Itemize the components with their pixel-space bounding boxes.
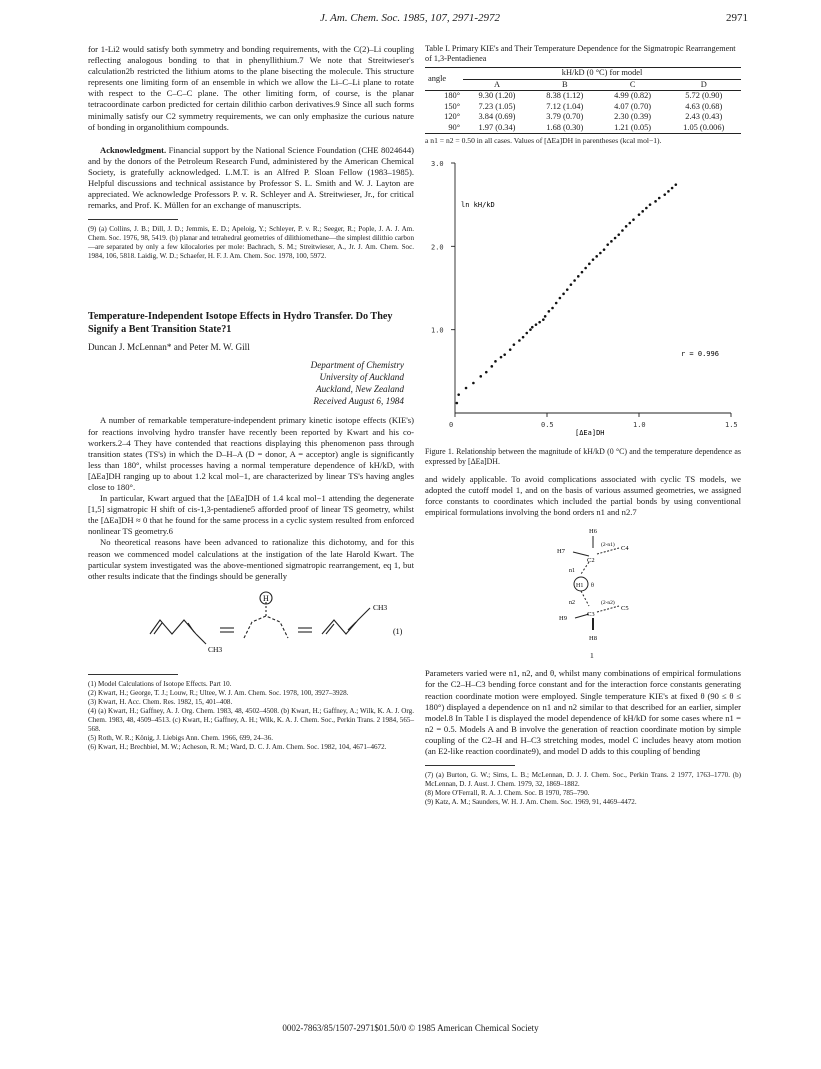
label-h8: H8 bbox=[589, 635, 597, 643]
data-point bbox=[472, 382, 475, 385]
data-point bbox=[562, 293, 565, 296]
label-c2: C2 bbox=[587, 557, 595, 565]
data-point bbox=[577, 275, 580, 278]
article-title: Temperature-Independent Isotope Effects in Hydro Transfer. Do They Signify a Bent Transition State?1 bbox=[88, 311, 393, 335]
correlation-annotation: r = 0.996 bbox=[681, 350, 719, 358]
reaction-scheme bbox=[88, 586, 414, 664]
table-header-model: C bbox=[629, 79, 636, 89]
data-point bbox=[494, 360, 497, 363]
structure-number: 1 bbox=[590, 651, 594, 661]
table-cell: 7.12 (1.04) bbox=[546, 101, 584, 111]
label-bond-top: (2-n1) bbox=[601, 542, 615, 549]
table-cell: 7.23 (1.05) bbox=[478, 101, 516, 111]
right-column bbox=[425, 44, 741, 807]
footnote: (1) Model Calculations of Isotope Effects. Part 10. bbox=[88, 679, 232, 688]
affiliation-line: Auckland, New Zealand bbox=[315, 384, 404, 395]
footnote-rule bbox=[88, 674, 178, 675]
table-cell: 4.07 (0.70) bbox=[614, 101, 652, 111]
data-point bbox=[548, 310, 551, 313]
data-point bbox=[479, 375, 482, 378]
label-h1: H1 bbox=[576, 583, 584, 590]
data-point bbox=[570, 283, 573, 286]
table-cell: 1.97 (0.34) bbox=[478, 122, 516, 132]
label-c4: C4 bbox=[621, 545, 629, 553]
data-point bbox=[588, 263, 591, 266]
data-point bbox=[671, 187, 674, 190]
affiliation-line: Department of Chemistry bbox=[310, 360, 404, 371]
footnote: (3) Kwart, H. Acc. Chem. Res. 1982, 15, 401–408. bbox=[88, 697, 233, 706]
data-point bbox=[675, 183, 678, 186]
body-paragraph: No theoretical reasons have been advanced to rationalize this dichotomy, and for this reason we commenced model calculations at the instigation of the late Harold Kwart. The particular system investigated was the above-mentioned sigmatropic rearrangement, eq 1, but other results indicate that the findings should be generally bbox=[88, 537, 414, 581]
table-row bbox=[425, 112, 741, 123]
body-paragraph: A number of remarkable temperature-independent primary kinetic isotope effects (KIE's) for reactions involving hydro transfer have recently been reported by Kwart and his co-workers.2–4 They have contended that reactions displaying this phenomenon pass through transition states (TS's) in which the D–H–A (D = donor, A = acceptor) angle is significantly less than 180°, whilst processes having a normal temperature dependence of kH/kD, with [ΔEa]DH ranging up to about 1.2 kcal mol−1, are characterized by linear TS's having angles close to 180°. bbox=[88, 415, 414, 492]
data-point bbox=[638, 213, 641, 216]
data-point bbox=[529, 328, 532, 331]
affiliation bbox=[88, 359, 404, 407]
data-point bbox=[538, 321, 541, 324]
data-point bbox=[555, 302, 558, 305]
footnote: (2) Kwart, H.; George, T. J.; Louw, R.; Ultee, W. J. Am. Chem. Soc. 1978, 100, 3927–3928. bbox=[88, 688, 349, 697]
body-paragraph: and widely applicable. To avoid complications associated with cyclic TS models, we adopted the cutoff model 1, and on the basis of various assumed geometries, we assigned force constants to coordinates which included the partial bonds by using conventional empirical formulations involving the bond orders n1 and n2.7 bbox=[425, 474, 741, 518]
table-header-model: A bbox=[493, 79, 501, 89]
affiliation-line: University of Auckland bbox=[319, 372, 404, 383]
data-point bbox=[603, 248, 606, 251]
data-point bbox=[614, 237, 617, 240]
data-point bbox=[592, 258, 595, 261]
structure-1 bbox=[425, 522, 741, 662]
data-point bbox=[491, 365, 494, 368]
table-cell: 5.72 (0.90) bbox=[685, 91, 723, 100]
table-cell: 3.79 (0.70) bbox=[546, 112, 584, 121]
data-point bbox=[606, 243, 609, 246]
data-point bbox=[654, 200, 657, 203]
journal-citation: J. Am. Chem. Soc. 1985, 107, 2971-2972 bbox=[319, 12, 501, 24]
x-tick-label: 1.0 bbox=[633, 421, 646, 429]
data-point bbox=[500, 356, 503, 359]
body-paragraph: In particular, Kwart argued that the [ΔEa]DH of 1.4 kcal mol−1 attending the degenerate [1,5] sigmatropic H shift of cis-1,3-pentadiene5 afforded proof of linear TS geometry, whilst the [ΔEa]DH ≈ 0 that he found for the same process in a cyclic system resulted from enforced nonlinear TS geometry.6 bbox=[88, 493, 414, 537]
data-point bbox=[610, 240, 613, 243]
acknowledgment-text: Financial support by the National Science Foundation (CHE 8024644) and by the donors of the Petroleum Research Fund, administered by the American Chemical Society, is gratefully acknowledged. L.M.T. is an Alfred P. Sloan Fellow (1983–1985). Helpful discussions and technical assistance by Professor S. L. Smith and W. J. Layton are appreciated. We acknowledge Professors P. v. R. Schleyer and A. Streitwieser, Jr., for critical remarks, and Prof. K. Müllen for an exchange of manuscripts. bbox=[88, 144, 414, 211]
data-point bbox=[542, 318, 545, 321]
table-cell-angle: 90° bbox=[448, 122, 461, 132]
table-row bbox=[425, 91, 741, 102]
table-cell: 2.43 (0.43) bbox=[685, 112, 723, 121]
x-axis-label: [ΔEa]DH bbox=[575, 429, 605, 437]
footnote: (4) (a) Kwart, H.; Gaffney, A. J. Org. Chem. 1983, 48, 4502–4508. (b) Kwart, H.; Gaffney, A.; Wilk, K. A. J. Org. Chem. 1983, 48, 4509–4513. (c) Kwart, H.; Gaffney, A. H.; Wilk, K. A. J. Chem. Soc., Perkin Trans. 2 1984, 565–568. bbox=[88, 706, 414, 733]
figure-caption: Figure 1. Relationship between the magnitude of kH/kD (0 °C) and the temperature dependence as expressed by [ΔEa]DH. bbox=[425, 447, 741, 466]
y-axis-label: ln kH/kD bbox=[461, 201, 495, 209]
data-point bbox=[513, 343, 516, 346]
acknowledgment-heading: Acknowledgment. bbox=[100, 144, 167, 155]
table-cell: 1.05 (0.006) bbox=[683, 122, 725, 132]
data-point bbox=[625, 225, 628, 228]
data-point bbox=[518, 339, 521, 342]
scheme-ch3-left: CH3 bbox=[208, 644, 223, 654]
data-point bbox=[599, 252, 602, 255]
data-point bbox=[617, 233, 620, 236]
table-footnote: a n1 = n2 = 0.50 in all cases. Values of [ΔEa]DH in parentheses (kcal mol−1). bbox=[425, 136, 662, 145]
acknowledgment bbox=[88, 145, 414, 212]
y-tick-label: 1.0 bbox=[431, 326, 444, 335]
table-group-header: kH/kD (0 °C) for model bbox=[463, 68, 741, 80]
label-bond-bottom: (2-n2) bbox=[601, 600, 615, 607]
data-point bbox=[531, 326, 534, 329]
table-row bbox=[425, 102, 741, 113]
table-cell: 2.30 (0.39) bbox=[614, 112, 652, 121]
data-point bbox=[544, 315, 547, 318]
data-point bbox=[525, 332, 528, 335]
label-h6: H6 bbox=[589, 528, 597, 536]
scheme-ch3-right: CH3 bbox=[373, 602, 388, 612]
received-date: Received August 6, 1984 bbox=[313, 396, 404, 407]
data-point bbox=[465, 387, 468, 390]
equation-number: (1) bbox=[393, 626, 403, 636]
x-tick-label: 0 bbox=[449, 421, 454, 429]
data-point bbox=[632, 218, 635, 221]
data-point bbox=[509, 348, 512, 351]
authors: Duncan J. McLennan* and Peter M. W. Gill bbox=[88, 342, 250, 353]
scheme-h-label: H bbox=[263, 593, 269, 603]
table-header-model: B bbox=[562, 79, 568, 89]
data-point bbox=[581, 271, 584, 274]
data-point bbox=[584, 267, 587, 270]
data-point bbox=[573, 279, 576, 282]
structure-1-drawing bbox=[425, 522, 741, 662]
data-point bbox=[457, 393, 460, 396]
y-tick-label: 2.0 bbox=[431, 243, 444, 252]
footnote: (5) Roth, W. R.; König, J. Liebigs Ann. Chem. 1966, 699, 24–36. bbox=[88, 733, 274, 742]
page-footer: 0002-7863/85/1507-2971$01.50/0 © 1985 American Chemical Society bbox=[282, 1023, 539, 1033]
footnote: (9) Katz, A. M.; Saunders, W. H. J. Am. Chem. Soc. 1969, 91, 4469–4472. bbox=[425, 798, 637, 807]
footnote: (6) Kwart, H.; Brechbiel, M. W.; Acheson, R. M.; Ward, D. C. J. Am. Chem. Soc. 1982, 104, 4671–4672. bbox=[88, 742, 387, 751]
data-point bbox=[621, 229, 624, 232]
label-c3: C3 bbox=[587, 611, 595, 619]
table-cell-angle: 150° bbox=[444, 101, 461, 111]
label-n2: n2 bbox=[569, 600, 575, 607]
data-point bbox=[658, 197, 661, 200]
label-h9: H9 bbox=[559, 615, 567, 623]
table-header-model: D bbox=[700, 79, 707, 89]
data-point bbox=[667, 190, 670, 193]
data-point bbox=[663, 193, 666, 196]
footnotes-right bbox=[425, 771, 741, 807]
table-cell: 1.68 (0.30) bbox=[546, 122, 584, 132]
y-tick-label: 3.0 bbox=[431, 160, 444, 168]
left-column bbox=[88, 44, 414, 752]
data-point bbox=[566, 288, 569, 291]
page-header bbox=[72, 12, 748, 28]
table-cell: 8.38 (1.12) bbox=[546, 91, 584, 100]
x-tick-label: 1.5 bbox=[725, 421, 738, 429]
table-cell: 1.21 (0.05) bbox=[614, 122, 652, 132]
data-point bbox=[456, 402, 459, 405]
data-point bbox=[559, 297, 562, 300]
left-diene-bonds bbox=[150, 620, 196, 634]
table-row bbox=[425, 123, 741, 134]
label-theta: θ bbox=[591, 583, 594, 590]
scatter-plot bbox=[425, 151, 741, 441]
data-point bbox=[522, 336, 525, 339]
data-point bbox=[649, 203, 652, 206]
data-point bbox=[595, 255, 598, 258]
data-point bbox=[629, 222, 632, 225]
footnote-rule bbox=[425, 765, 515, 766]
table-cell: 3.84 (0.69) bbox=[478, 112, 516, 121]
table-cell-angle: 180° bbox=[444, 91, 461, 100]
table-cell: 4.63 (0.68) bbox=[685, 101, 723, 111]
figure-1-chart bbox=[425, 151, 741, 441]
page-number: 2971 bbox=[726, 12, 748, 24]
label-c5: C5 bbox=[621, 605, 629, 613]
kie-table bbox=[425, 67, 741, 134]
label-n1: n1 bbox=[569, 568, 575, 575]
footnote: (8) More O'Ferrall, R. A. J. Chem. Soc. B 1970, 785–790. bbox=[425, 789, 590, 798]
table-caption: Table I. Primary KIE's and Their Temperature Dependence for the Sigmatropic Rearrangement of 1,3-Pentadienea bbox=[425, 44, 736, 63]
intro-paragraph: for 1-Li2 would satisfy both symmetry and bonding requirements, with the C(2)–Li coupling reflecting analogous bonding to that in phenyllithium.7 We note that Streitwieser's calculation2b restricted the lithium atoms to the plane bisecting the molecule. This structure represents one limiting form of an ensemble in which we allow the Li–C–Li plane to rotate with respect to the C–C–C plane. The other limiting form, of course, is the planar tetracoordinate carbon predicted for certain dilithio carbon derivatives.9 Since all such forms minimally satisfy our C2 symmetry requirements, we can only emphasize the curious nature of bonding in organolithium compounds. bbox=[88, 44, 414, 132]
data-point bbox=[641, 210, 644, 213]
table-cell: 9.30 (1.20) bbox=[478, 91, 516, 100]
table-cell-angle: 120° bbox=[444, 112, 461, 121]
footnote-rule bbox=[88, 219, 178, 220]
x-tick-label: 0.5 bbox=[541, 421, 554, 429]
table-cell: 4.99 (0.82) bbox=[614, 91, 652, 100]
data-point bbox=[551, 307, 554, 310]
data-point bbox=[645, 207, 648, 210]
table-header-angle: angle bbox=[425, 68, 463, 91]
footnote-9: (9) (a) Collins, J. B.; Dill, J. D.; Jemmis, E. D.; Apeloig, Y.; Schleyer, P. v. R.; Seeger, R.; Pople, J. A. J. Am. Chem. Soc. 1976, 98, 5419. (b) planar and tetrahedral geometries of dilithiomethane—the simplest dilithio carbon—are separated by only a few kilocalories per mole: Bachrach, S. M.; Streitwieser, A., Jr. J. Am. Chem. Soc. 1984, 106, 5818. Laidig, W. D.; Schaefer, H. F. J. Am. Chem. Soc. 1978, 100, 5972. bbox=[88, 225, 414, 261]
footnote: (7) (a) Burton, G. W.; Sims, L. B.; McLennan, D. J. J. Chem. Soc., Perkin Trans. 2 1977, 1763–1770. (b) McLennan, D. J. Aust. J. Chem. 1979, 32, 1869–1882. bbox=[425, 771, 741, 789]
data-point bbox=[485, 371, 488, 374]
label-h7: H7 bbox=[557, 548, 565, 556]
data-point bbox=[503, 353, 506, 356]
body-paragraph: Parameters varied were n1, n2, and θ, whilst many combinations of empirical formulations for the C2–H–C3 bending force constant and for the interaction force constants generating reaction coordinate motion were employed. Single temperature KIE's at fixed θ (90 ≤ θ ≤ 180°) displayed a dependence on n1 and n2 similar to that described for an earlier, simpler model.8 In Table I is displayed the model dependence of kH/kD for some cases where n1 = n2 = 0.5. Models A and B involve the generation of reaction coordinate motion by simple coupling of the C2–H and H–C3 stretching modes, model C includes heavy atom motion (an E2-like reaction coordinate9), and model D adds to this coupling of bending bbox=[425, 668, 741, 757]
footnotes-left bbox=[88, 680, 414, 752]
data-point bbox=[535, 323, 538, 326]
reaction-scheme-drawing bbox=[88, 586, 414, 664]
